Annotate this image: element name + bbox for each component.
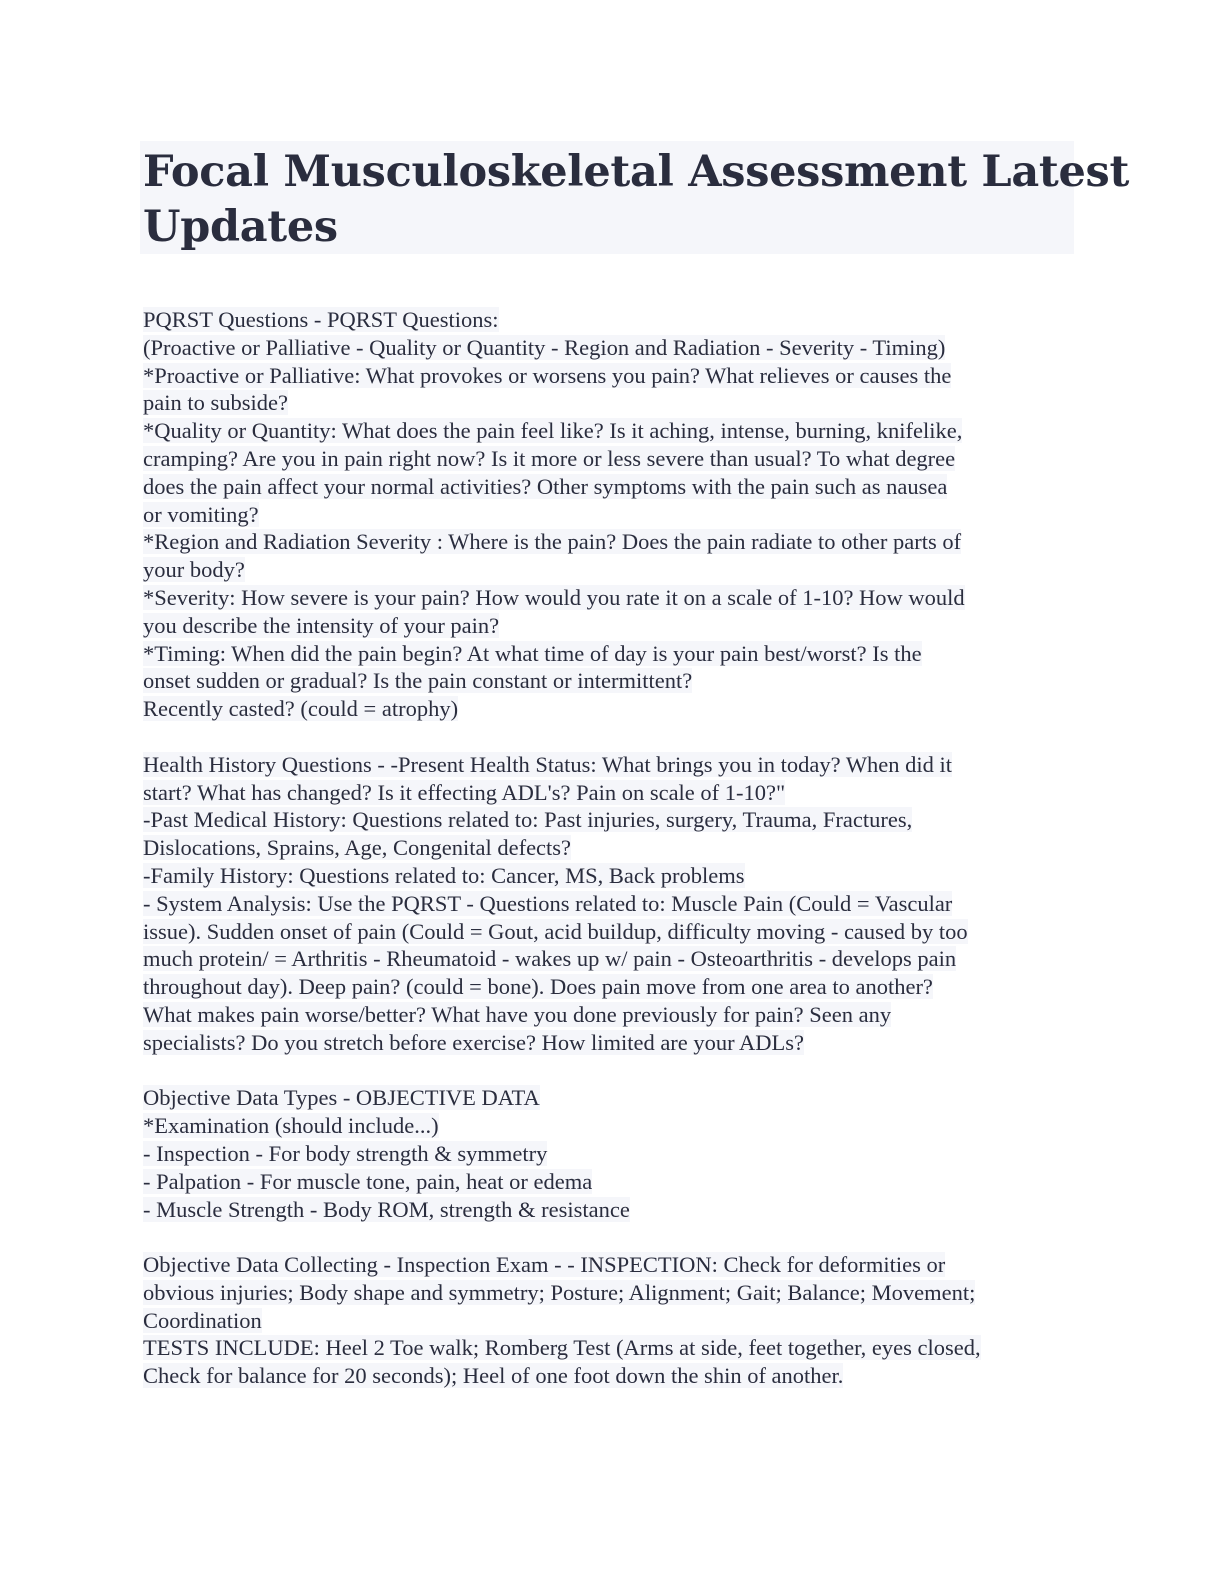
text-line-content: cramping? Are you in pain right now? Is it more or less severe than usual? To what degree bbox=[143, 445, 956, 471]
text-line-content: - System Analysis: Use the PQRST - Questions related to: Muscle Pain (Could = Vascular bbox=[143, 890, 953, 916]
text-line-content: Check for balance for 20 seconds); Heel of one foot down the shin of another. bbox=[143, 1363, 844, 1389]
text-line-content: specialists? Do you stretch before exercise? How limited are your ADLs? bbox=[143, 1029, 805, 1055]
text-line bbox=[143, 1251, 1083, 1279]
text-line-content: does the pain affect your normal activities? Other symptoms with the pain such as nausea bbox=[143, 473, 948, 499]
title-block bbox=[140, 141, 1130, 254]
text-line bbox=[143, 1112, 1083, 1140]
text-line bbox=[143, 1362, 1083, 1390]
text-line-content: PQRST Questions - PQRST Questions: bbox=[143, 307, 499, 332]
text-line-content: *Examination (should include...) bbox=[143, 1113, 439, 1139]
text-line bbox=[143, 1168, 1083, 1196]
text-line bbox=[143, 584, 1083, 612]
text-line-content: *Severity: How severe is your pain? How would you rate it on a scale of 1-10? How would bbox=[143, 584, 965, 610]
text-line-content: (Proactive or Palliative - Quality or Quantity - Region and Radiation - Severity - Timing) bbox=[143, 334, 946, 360]
text-line bbox=[143, 556, 1083, 584]
text-line-content: *Timing: When did the pain begin? At what time of day is your pain best/worst? Is the bbox=[143, 640, 922, 666]
text-line bbox=[143, 1334, 1083, 1362]
text-line bbox=[143, 1196, 1083, 1224]
inspection-exam-section bbox=[143, 1251, 1083, 1390]
text-line-content: -Past Medical History: Questions related to: Past injuries, surgery, Trauma, Fractures, bbox=[143, 807, 913, 833]
text-line bbox=[143, 612, 1083, 640]
text-line bbox=[143, 751, 1083, 779]
title-line: Focal Musculoskeletal Assessment Latest bbox=[143, 147, 1130, 197]
text-line bbox=[143, 1029, 1083, 1057]
text-line bbox=[143, 918, 1083, 946]
text-line bbox=[143, 779, 1083, 807]
text-line-content: you describe the intensity of your pain? bbox=[143, 612, 500, 638]
document-body bbox=[143, 306, 1083, 1418]
text-line-content: much protein/ = Arthritis - Rheumatoid - wakes up w/ pain - Osteoarthritis - develops pain bbox=[143, 946, 957, 972]
text-line-content: What makes pain worse/better? What have you done previously for pain? Seen any bbox=[143, 1001, 892, 1027]
text-line-content: throughout day). Deep pain? (could = bone). Does pain move from one area to another? bbox=[143, 974, 933, 1000]
text-line bbox=[143, 445, 1083, 473]
text-line bbox=[143, 1140, 1083, 1168]
text-line-content: Objective Data Collecting - Inspection Exam - - INSPECTION: Check for deformities or bbox=[143, 1252, 946, 1278]
text-line-content: Recently casted? (could = atrophy) bbox=[143, 696, 459, 722]
title-line: Updates bbox=[143, 202, 338, 252]
text-line bbox=[143, 945, 1083, 973]
text-line-content: pain to subside? bbox=[143, 390, 288, 416]
text-line-content: issue). Sudden onset of pain (Could = Gout, acid buildup, difficulty moving - caused by too bbox=[143, 918, 968, 944]
document-title bbox=[140, 141, 1130, 255]
text-line bbox=[143, 528, 1083, 556]
text-line-content: Health History Questions - -Present Health Status: What brings you in today? When did it bbox=[143, 751, 953, 777]
objective-data-types-section bbox=[143, 1084, 1083, 1223]
text-line-content: Coordination bbox=[143, 1307, 262, 1333]
text-line-content: *Proactive or Palliative: What provokes or worsens you pain? What relieves or causes the bbox=[143, 362, 952, 388]
text-line-content: your body? bbox=[143, 557, 245, 583]
text-line bbox=[143, 1307, 1083, 1335]
text-line bbox=[143, 1001, 1083, 1029]
text-line-content: start? What has changed? Is it effecting ADL's? Pain on scale of 1-10?" bbox=[143, 779, 786, 805]
text-line-content: - Inspection - For body strength & symmetry bbox=[143, 1140, 548, 1166]
text-line bbox=[143, 973, 1083, 1001]
text-line bbox=[143, 640, 1083, 668]
text-line bbox=[143, 806, 1083, 834]
text-line bbox=[143, 695, 1083, 723]
text-line-content: - Palpation - For muscle tone, pain, heat or edema bbox=[143, 1168, 593, 1194]
text-line bbox=[143, 862, 1083, 890]
text-line bbox=[143, 667, 1083, 695]
text-line bbox=[143, 306, 1083, 334]
text-line-content: TESTS INCLUDE: Heel 2 Toe walk; Romberg Test (Arms at side, feet together, eyes closed, bbox=[143, 1335, 981, 1361]
text-line bbox=[143, 334, 1083, 362]
text-line bbox=[143, 417, 1083, 445]
text-line bbox=[143, 1279, 1083, 1307]
health-history-section bbox=[143, 751, 1083, 1057]
text-line-content: onset sudden or gradual? Is the pain constant or intermittent? bbox=[143, 668, 693, 694]
text-line-content: Dislocations, Sprains, Age, Congenital defects? bbox=[143, 835, 572, 861]
text-line-content: Objective Data Types - OBJECTIVE DATA bbox=[143, 1085, 540, 1111]
pqrst-section bbox=[143, 306, 1083, 723]
text-line bbox=[143, 890, 1083, 918]
text-line-content: obvious injuries; Body shape and symmetry; Posture; Alignment; Gait; Balance; Movement; bbox=[143, 1279, 976, 1305]
text-line bbox=[143, 501, 1083, 529]
text-line bbox=[143, 834, 1083, 862]
text-line-content: -Family History: Questions related to: Cancer, MS, Back problems bbox=[143, 862, 745, 888]
text-line-content: *Quality or Quantity: What does the pain feel like? Is it aching, intense, burning, knifelike, bbox=[143, 418, 963, 444]
text-line bbox=[143, 389, 1083, 417]
text-line-content: or vomiting? bbox=[143, 501, 259, 527]
text-line bbox=[143, 473, 1083, 501]
text-line bbox=[143, 1084, 1083, 1112]
text-line-content: - Muscle Strength - Body ROM, strength & resistance bbox=[143, 1196, 630, 1222]
text-line bbox=[143, 362, 1083, 390]
text-line-content: *Region and Radiation Severity : Where is the pain? Does the pain radiate to other parts of bbox=[143, 529, 962, 555]
